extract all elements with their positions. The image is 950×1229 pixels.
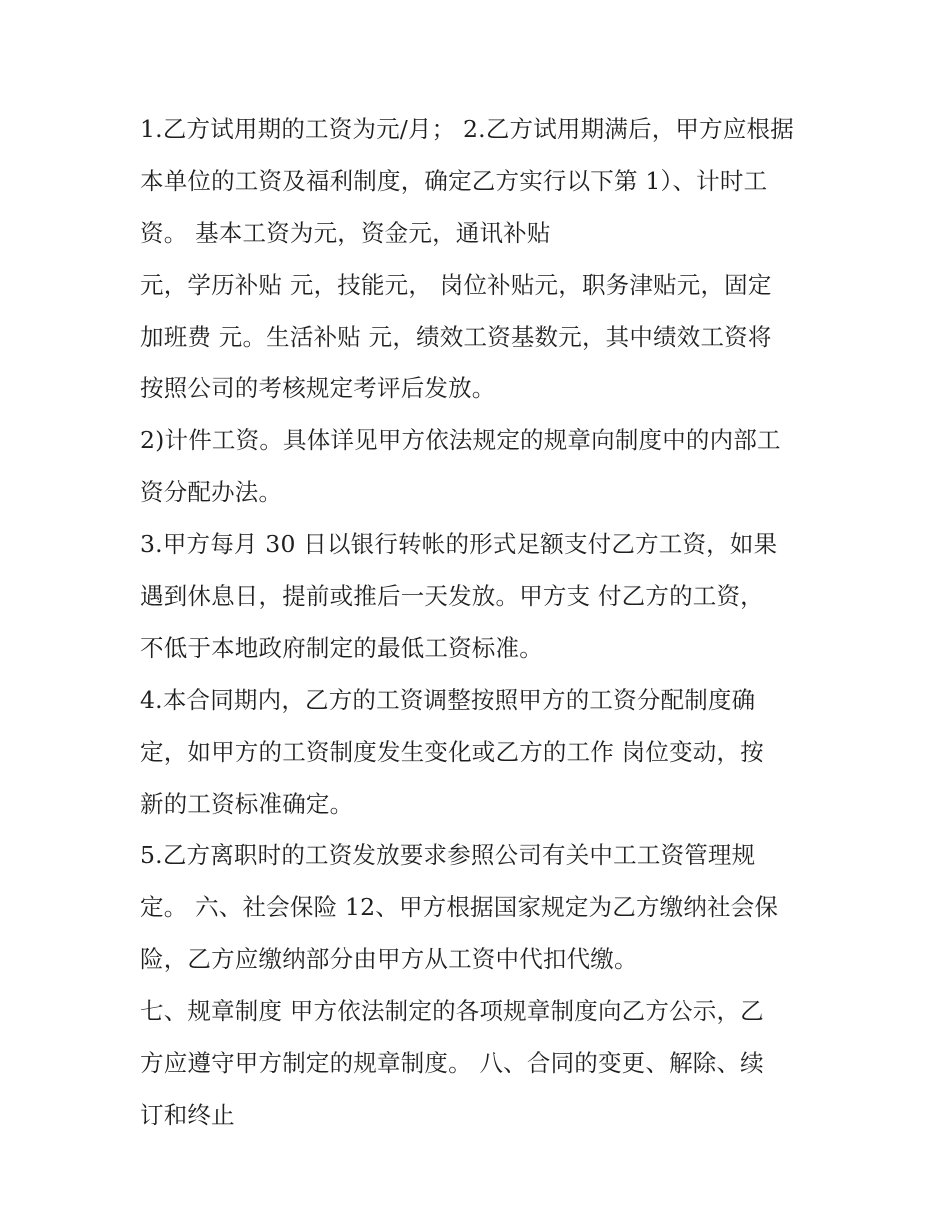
text-line: 不低于本地政府制定的最低工资标准。 xyxy=(140,633,543,662)
text-line: 方应遵守甲方制定的规章制度。 八、合同的变更、解除、续 xyxy=(140,1049,764,1078)
text-line: 1.乙方试用期的工资为元/月； 2.乙方试用期满后，甲方应根据 xyxy=(140,115,794,143)
text-line: 险，乙方应缴纳部分由甲方从工资中代扣代缴。 xyxy=(140,945,638,974)
text-line: 七、规章制度 甲方依法制定的各项规章制度向乙方公示，乙 xyxy=(140,997,764,1026)
text-line: 资分配办法。 xyxy=(140,478,283,507)
text-line: 按照公司的考核规定考评后发放。 xyxy=(140,374,496,403)
text-line: 5.乙方离职时的工资发放要求参照公司有关中工工资管理规 xyxy=(140,841,756,870)
text-line: 新的工资标准确定。 xyxy=(140,789,354,818)
text-line: 加班费 元。生活补贴 元，绩效工资基数元，其中绩效工资将 xyxy=(140,322,772,351)
text-line: 元，学历补贴 元，技能元， 岗位补贴元，职务津贴元，固定 xyxy=(140,270,772,299)
text-line: 3.甲方每月 30 日以银行转帐的形式足额支付乙方工资，如果 xyxy=(140,530,778,559)
document-body xyxy=(140,104,820,1142)
text-line: 定，如甲方的工资制度发生变化或乙方的工作 岗位变动，按 xyxy=(140,737,764,766)
text-line: 4.本合同期内，乙方的工资调整按照甲方的工资分配制度确 xyxy=(140,685,756,714)
text-line: 定。 六、社会保险 12、甲方根据国家规定为乙方缴纳社会保 xyxy=(140,893,779,922)
text-line: 资。 基本工资为元，资金元，通讯补贴 xyxy=(140,218,551,247)
text-line: 本单位的工资及福利制度，确定乙方实行以下第 1）、计时工 xyxy=(140,166,768,195)
text-line: 2)计件工资。具体详见甲方依法规定的规章向制度中的内部工 xyxy=(140,426,781,455)
text-line: 订和终止 xyxy=(140,1100,235,1129)
text-line: 遇到休息日，提前或推后一天发放。甲方支 付乙方的工资， xyxy=(140,582,764,611)
